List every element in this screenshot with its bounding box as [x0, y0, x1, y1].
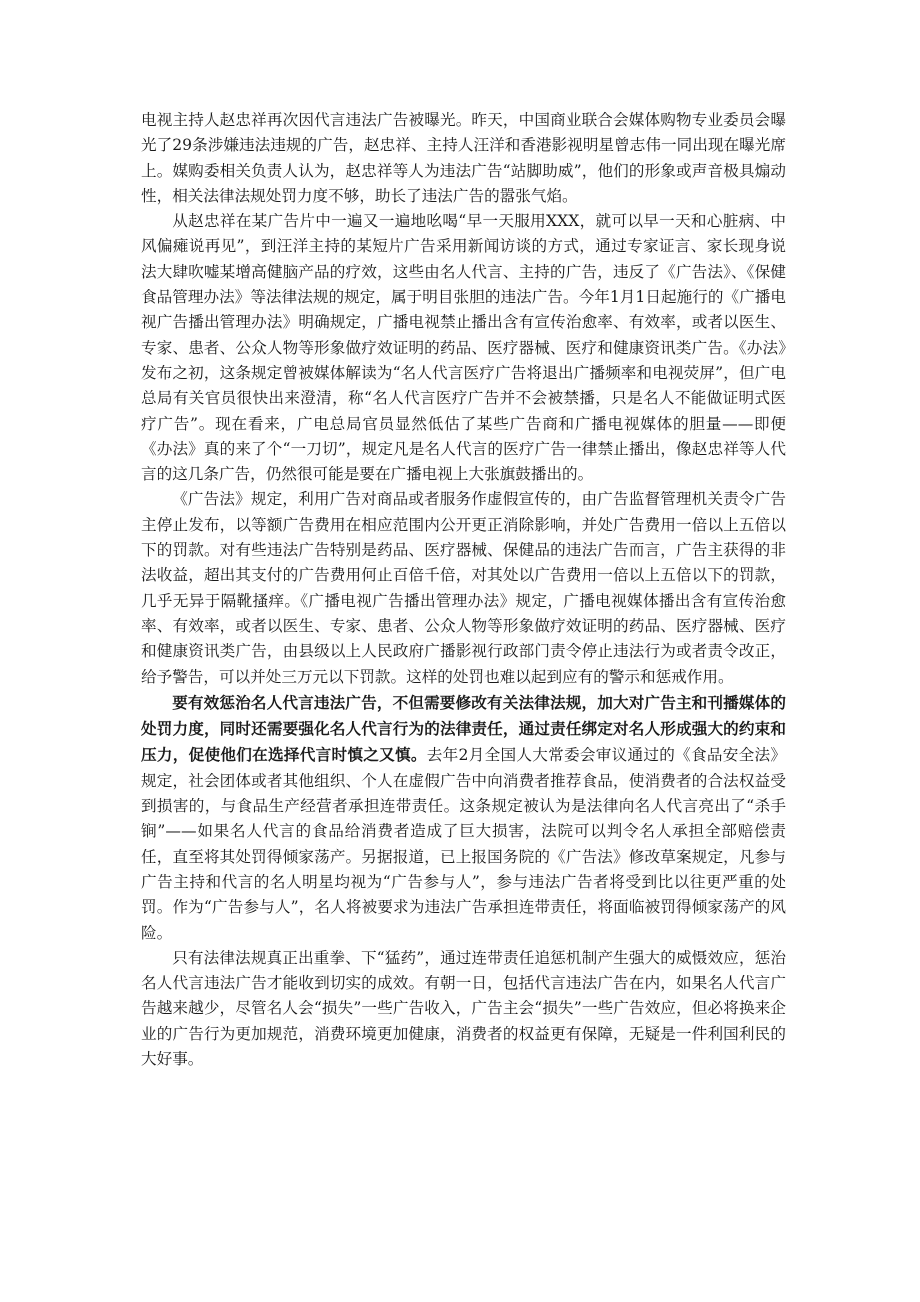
- paragraph-2: 从赵忠祥在某广告片中一遍又一遍地吆喝“早一天服用XXX，就可以早一天和心脏病、中风偏瘫说再见”，到汪洋主持的某短片广告采用新闻访谈的方式，通过专家证言、家长现身说法大肆吹嘘某增高健脑产品的疗效，这些由名人代言、主持的广告，违反了《广告法》、《保健食品管理办法》等法律法规的规定，属于明目张胆的违法广告。今年1月1日起施行的《广播电视广告播出管理办法》明确规定，广播电视禁止播出含有宣传治愈率、有效率，或者以医生、专家、患者、公众人物等形象做疗效证明的药品、医疗器械、医疗和健康资讯类广告。《办法》发布之初，这条规定曾被媒体解读为“名人代言医疗广告将退出广播频率和电视荧屏”，但广电总局有关官员很快出来澄清，称“名人代言医疗广告并不会被禁播，只是名人不能做证明式医疗广告”。现在看来，广电总局官员显然低估了某些广告商和广播电视媒体的胆量——即便《办法》真的来了个“一刀切”，规定凡是名人代言的医疗广告一律禁止播出，像赵忠祥等人代言的这几条广告，仍然很可能是要在广播电视上大张旗鼓播出的。: [141, 212, 786, 484]
- paragraph-4-text: 去年2月全国人大常委会审议通过的《食品安全法》规定，社会团体或者其他组织、个人在虚假广告中向消费者推荐食品，使消费者的合法权益受到损害的，与食品生产经营者承担连带责任。这条规定被认为是法律向名人代言亮出了“杀手锏”——如果名人代言的食品给消费者造成了巨大损害，法院可以判令名人承担全部赔偿责任，直至将其处罚得倾家荡产。另据报道，已上报国务院的《广告法》修改草案规定，凡参与广告主持和代言的名人明星均视为“广告参与人”，参与违法广告者将受到比以往更严重的处罚。作为“广告参与人”，名人将被要求为违法广告承担连带责任，将面临被罚得倾家荡产的风险。: [141, 746, 786, 942]
- paragraph-1: 电视主持人赵忠祥再次因代言违法广告被曝光。昨天，中国商业联合会媒体购物专业委员会曝光了29条涉嫌违法违规的广告，赵忠祥、主持人汪洋和香港影视明星曾志伟一同出现在曝光席上。媒购委相关负责人认为，赵忠祥等人为违法广告“站脚助威”，他们的形象或声音极具煽动性，相关法律法规处罚力度不够，助长了违法广告的嚣张气焰。: [141, 111, 786, 205]
- paragraph-4: [141, 690, 786, 946]
- paragraph-4-bold-lead: 要有效惩治名人代言违法广告，不但需要修改有关法律法规，加大对广告主和刊播媒体的处罚力度，同时还需要强化名人代言行为的法律责任，通过责任绑定对名人形成强大的约束和压力，促使他们在选择代言时慎之又慎。: [141, 692, 786, 765]
- paragraph-3: 《广告法》规定，利用广告对商品或者服务作虚假宣传的，由广告监督管理机关责令广告主停止发布，以等额广告费用在相应范围内公开更正消除影响，并处广告费用一倍以上五倍以下的罚款。对有些违法广告特别是药品、医疗器械、保健品的违法广告而言，广告主获得的非法收益，超出其支付的广告费用何止百倍千倍，对其处以广告费用一倍以上五倍以下的罚款，几乎无异于隔靴搔痒。《广播电视广告播出管理办法》规定，广播电视媒体播出含有宣传治愈率、有效率，或者以医生、专家、患者、公众人物等形象做疗效证明的药品、医疗器械、医疗和健康资讯类广告，由县级以上人民政府广播影视行政部门责令停止违法行为或者责令改正，给予警告，可以并处三万元以下罚款。这样的处罚也难以起到应有的警示和惩戒作用。: [141, 490, 786, 686]
- article-body: [141, 108, 786, 1072]
- paragraph-5: 只有法律法规真正出重拳、下“猛药”，通过连带责任追惩机制产生强大的威慑效应，惩治名人代言违法广告才能收到切实的成效。有朝一日，包括代言违法广告在内，如果名人代言广告越来越少，尽管名人会“损失”一些广告收入，广告主会“损失”一些广告效应，但必将换来企业的广告行为更加规范，消费环境更加健康，消费者的权益更有保障，无疑是一件利国利民的大好事。: [141, 948, 786, 1068]
